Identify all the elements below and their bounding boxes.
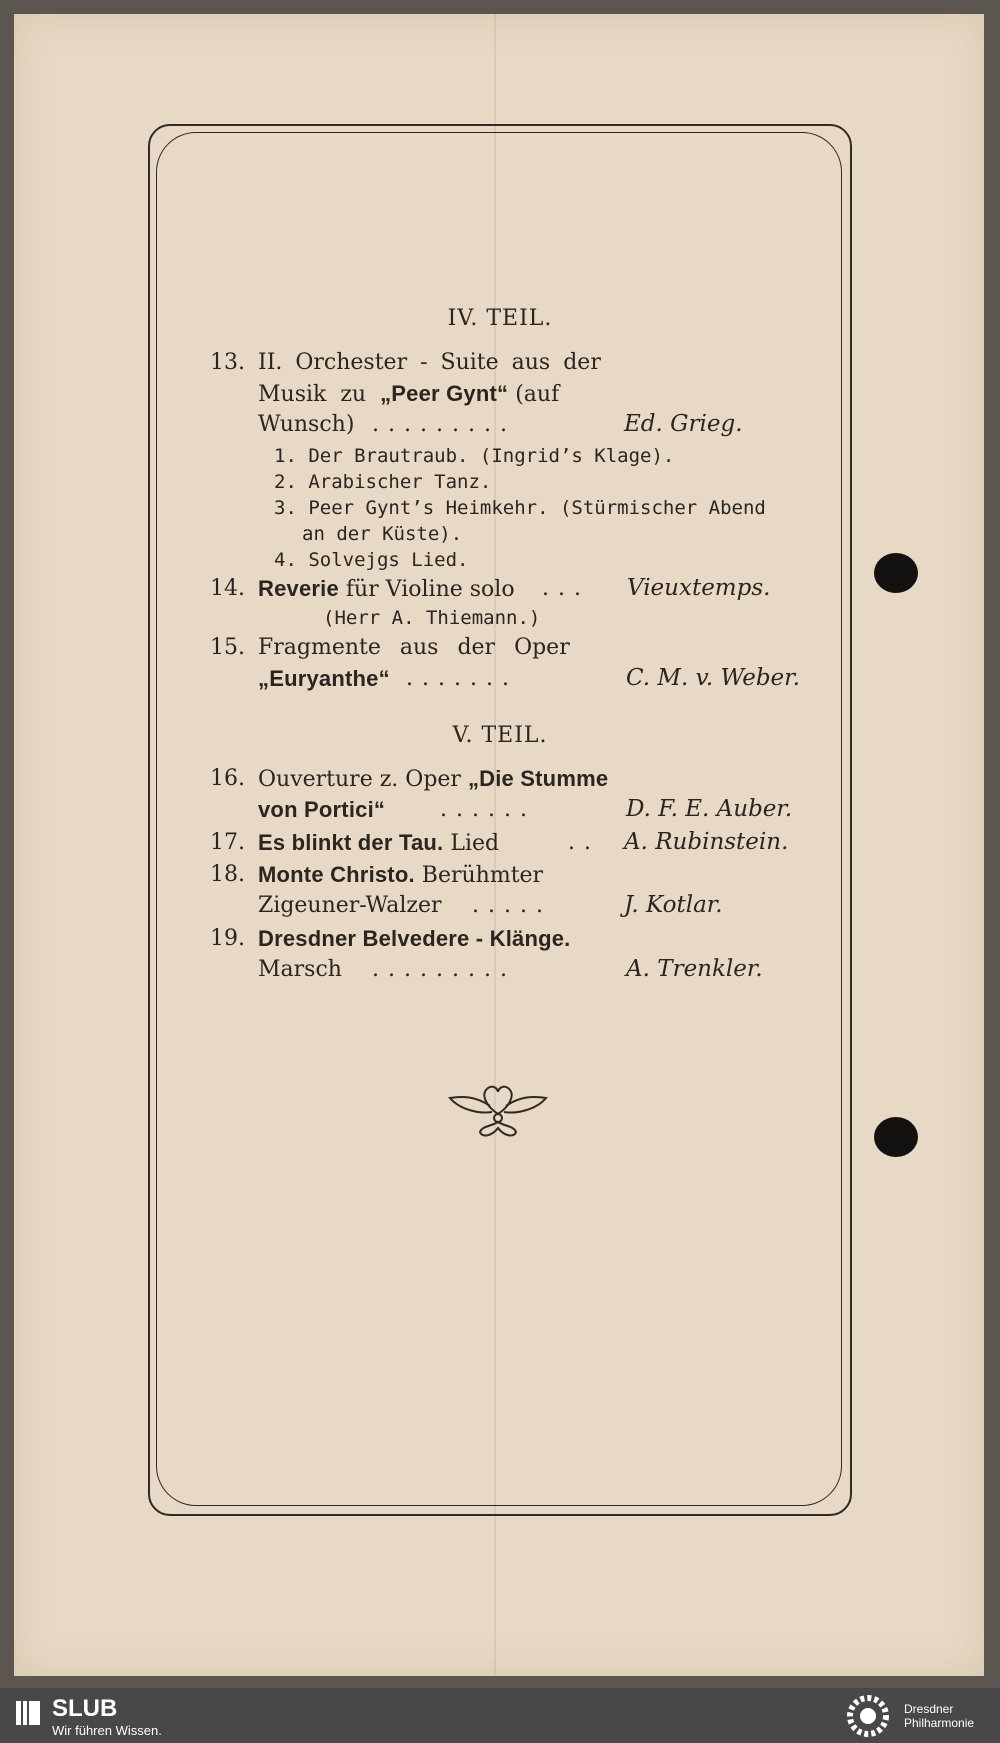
philharmonie-line2: Philharmonie xyxy=(904,1716,975,1730)
item-17-number: 17. xyxy=(210,830,245,855)
slub-tagline: Wir führen Wissen. xyxy=(52,1723,162,1738)
item-19-line2: Marsch xyxy=(258,957,342,982)
item-17-composer: A. Rubinstein. xyxy=(624,829,789,855)
item-17-leader: .. xyxy=(568,830,600,855)
slub-name: SLUB xyxy=(52,1695,118,1722)
part-iv-heading: IV. TEIL. xyxy=(447,306,553,331)
item-15-composer: C. M. v. Weber. xyxy=(626,665,800,691)
item-14-title-line xyxy=(258,576,515,602)
item-18-title-rest: Berühmter xyxy=(414,863,544,888)
item-16-title-part2: von Portici“ xyxy=(258,797,386,822)
item-14-title: Reverie xyxy=(258,576,339,601)
item-16-line1-text: Ouverture z. Oper xyxy=(258,767,468,792)
item-13-line2-end: (auf xyxy=(508,382,560,407)
item-13-sub-1: 1. Der Brautraub. (Ingrid’s Klage). xyxy=(274,445,675,467)
item-13-sub-2: 2. Arabischer Tanz. xyxy=(274,471,492,493)
item-14-leader: ... xyxy=(542,576,590,601)
item-16-number: 16. xyxy=(210,766,245,791)
slub-logo-icon xyxy=(14,1698,44,1728)
item-13-line1: II. Orchester - Suite aus der xyxy=(258,350,601,375)
item-13-line2 xyxy=(258,381,559,407)
item-16-leader: ...... xyxy=(440,797,536,822)
heart-ornament-icon xyxy=(446,1080,550,1144)
item-14-number: 14. xyxy=(210,576,245,601)
item-17-title-line xyxy=(258,830,499,856)
item-13-sub-4: 4. Solvejgs Lied. xyxy=(274,549,469,571)
item-19-number: 19. xyxy=(210,926,245,951)
footer-bar xyxy=(0,1688,1000,1743)
item-16-composer: D. F. E. Auber. xyxy=(626,796,793,822)
item-18-line2: Zigeuner-Walzer xyxy=(258,893,442,918)
item-18-number: 18. xyxy=(210,862,245,887)
item-18-composer: J. Kotlar. xyxy=(624,892,723,918)
item-18-title-line xyxy=(258,862,543,888)
item-18-title: Monte Christo. xyxy=(258,862,415,887)
item-16-line1 xyxy=(258,766,608,792)
item-13-line3: Wunsch) xyxy=(258,412,355,437)
item-13-sub-3: 3. Peer Gynt’s Heimkehr. (Stürmischer Abend xyxy=(274,497,766,519)
item-14-performer: (Herr A. Thiemann.) xyxy=(323,607,541,629)
philharmonie-line1: Dresdner xyxy=(904,1702,954,1716)
item-14-title-rest: für Violine solo xyxy=(338,577,515,602)
philharmonie-name xyxy=(904,1702,974,1730)
item-15-title: „Euryanthe“ xyxy=(258,666,390,691)
item-13-leader: ......... xyxy=(372,412,516,437)
item-13-line2-text: Musik zu xyxy=(258,382,381,407)
item-19-title: Dresdner Belvedere - Klänge. xyxy=(258,926,571,951)
item-17-title-rest: Lied xyxy=(443,831,500,856)
item-19-leader: ......... xyxy=(372,957,516,982)
item-15-number: 15. xyxy=(210,635,245,660)
item-17-title: Es blinkt der Tau. xyxy=(258,830,444,855)
item-14-composer: Vieuxtemps. xyxy=(627,575,771,601)
item-18-leader: ..... xyxy=(472,893,552,918)
part-v-heading: V. TEIL. xyxy=(452,723,548,748)
philharmonie-logo-icon xyxy=(842,1694,894,1738)
item-13-number: 13. xyxy=(210,350,245,375)
item-13-title: „Peer Gynt“ xyxy=(380,381,509,406)
item-13-composer: Ed. Grieg. xyxy=(624,411,743,437)
item-13-sub-3b: an der Küste). xyxy=(302,523,463,545)
item-15-leader: ....... xyxy=(406,666,518,691)
item-16-title-part1: „Die Stumme xyxy=(467,766,609,791)
item-15-line1: Fragmente aus der Oper xyxy=(258,635,570,660)
item-19-composer: A. Trenkler. xyxy=(626,956,763,982)
